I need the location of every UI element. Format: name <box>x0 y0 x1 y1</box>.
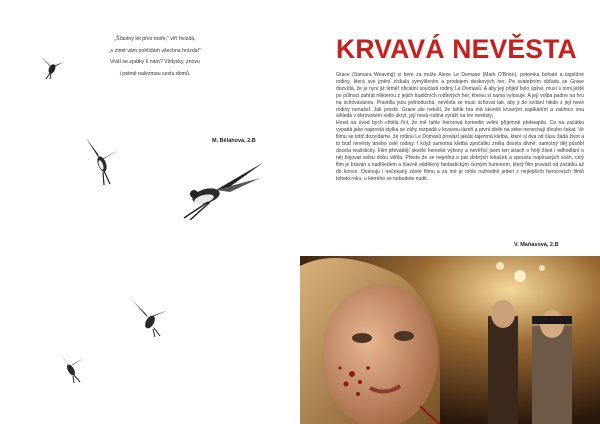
movie-still-image <box>300 256 600 424</box>
article-body <box>336 72 584 183</box>
swallow-icon <box>38 52 66 80</box>
poem-line-4: i potmě nalezmou cestu domů. <box>119 70 191 77</box>
poem-line-3: Vrátí se zpátky k nám? Vždycky, znovu <box>110 59 200 66</box>
poem-line-1: „Šťastný let přes moře,“ víří hvízdá, <box>114 36 196 42</box>
article-author: V. Maňasová, 2.B <box>514 242 559 248</box>
article-paragraph: Hned na úvod bych chtěla říct, že mě tahle hororová komedie velmi příjemně překvapila. Co na začátku vypadá jako naprostá idylka se záhy rozpadá v krvavou lázeň a první oběti na sebe nenechají dlouho čekat. Ve filmu se totiž dozvídáme, že rodinu Le Domasů provází jakási tajemná kletba, které si dva od čásu žádá život a to buď nevěsty anebo celé rodiny. I když samotná kletba zpočátku zněla docela divně, samotný děj působí docela realisticky. Film převádějí skvělé herecké výkony a nevěřící jsem ten strach o holý život i odhodlání o něj bojovat celou dobu věřila. Přesto že se nejedná o pár dobrých lekaček a spoustu napínavých scén, celý film je bráván s nadhledem a hlavně oddělený fantastickým černým humorem, který film provází od začátku až do konce. Ocenuju i nečekaný závěr filmu a za mě je tohle rozhodně jeden z nejlepších hororových filmů tohoto roku, u kterého se nebudete nudit. <box>336 120 584 182</box>
poem <box>80 34 230 80</box>
article-paragraph: Grace (Samara Weaving) si bere za muže Alexe Le Domase (Mark O'Brien), potomka bohaté a úspěšné rodiny, která své jmění získala vymýšlením a prodejem deskových her. Po svatebním obřadu se Grace dozvídá, že je nyní již téměř oficiální součástí rodiny Le Domasů. A aby její přijetí bylo úplné, musí s nimi ještě po půlnoci zahrát některou z jejich tradičních rodinných her, kterou si sama vylosuje. A její volba padne na hru na schovávanou. Pravidla jsou jednoduchá, nevěsta se musí schovat tak, aby ji do svítání nikdo z její nové rodiny nenašel. Jak prosté. Grace ale netuší, že tahle hra má skončit krvavým zapíkáním a zatímco ona sihledá v obrovském sídle úkryt, její nová rodina vyráží na lov nevěsty. <box>336 72 584 120</box>
swallow-icon <box>56 350 86 384</box>
swallow-icon <box>84 136 120 186</box>
poem-line-2: „v zimě vám pohlídám všechna hnízda!“ <box>109 47 201 54</box>
swallow-icon <box>176 160 266 220</box>
article-title: KRVAVÁ NEVĚSTA <box>336 34 577 64</box>
poem-author: M. Bělahová, 2.B <box>212 138 256 144</box>
swallow-icon <box>130 298 170 338</box>
